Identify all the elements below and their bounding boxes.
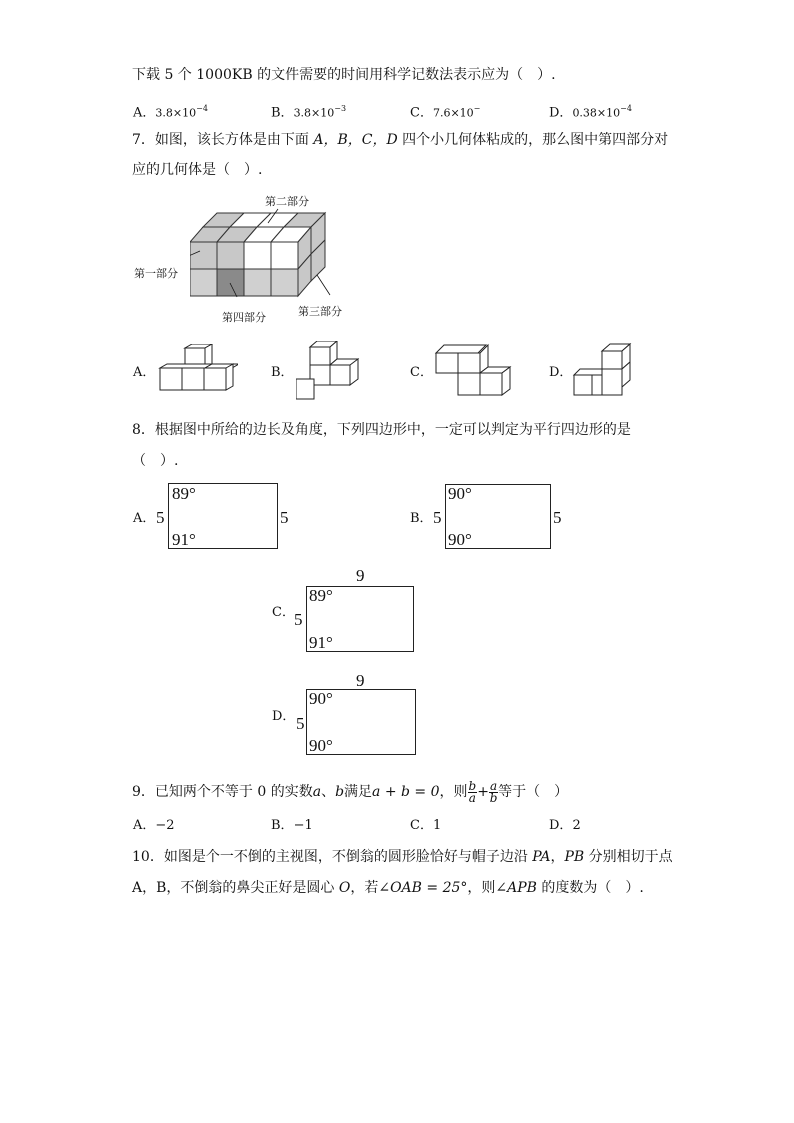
q8-a-top-angle: 89° [172,484,196,503]
q8-d-left-side: 5 [296,714,305,733]
q8-c-left-side: 5 [294,610,303,629]
q9-fraction-2: $\frac{a}{b}$ [489,778,498,805]
q7-option-d[interactable]: D． [549,365,573,380]
q8-c-top-angle: 89° [309,586,333,605]
label-part2: 第二部分 [265,195,309,208]
q6-option-b[interactable]: B．$3.8\times 10^{-3}$ [271,104,347,121]
q8-d-top-angle: 90° [309,689,333,708]
q8-option-b[interactable]: B． [410,511,433,526]
q9-option-a[interactable]: A．−2 [133,818,175,833]
q9-fraction-1: $\frac{b}{a}$ [468,778,477,805]
q8-c-bottom-angle: 91° [309,633,333,652]
cuboid-figure [190,205,335,305]
q7-option-a[interactable]: A． [133,365,156,380]
q7-shape-c [434,341,514,403]
q8-stem-line1: 8．根据图中所给的边长及角度，下列四边形中，一定可以判定为平行四边形的是 [132,422,631,438]
q9-option-d[interactable]: D．2 [549,818,581,833]
q9-option-c[interactable]: C．1 [410,818,442,833]
label-part4: 第四部分 [222,311,266,324]
q9-stem: 9．已知两个不等于 0 的实数a、b满足a + b = 0，则 $\frac{b}{a}$ + $\frac{a}{b}$ 等于（ ） [132,778,569,805]
q8-a-bottom-angle: 91° [172,530,196,549]
q7-option-c[interactable]: C． [410,365,433,380]
q7-shape-b [296,341,360,403]
q8-c-top-side: 9 [356,566,365,585]
q7-stem-line1: 7．如图，该长方体是由下面 A，B，C，D 四个小几何体粘成的，那么图中第四部分对 [132,132,669,148]
q8-d-bottom-angle: 90° [309,736,333,755]
q7-shape-a [158,344,238,400]
q6-option-a[interactable]: A．$3.8\times 10^{-4}$ [133,104,208,121]
q8-a-right-side: 5 [280,508,289,527]
q7-option-b[interactable]: B． [271,365,294,380]
q10-line1: 10．如图是个一不倒的主视图，不倒翁的圆形脸恰好与帽子边沿 PA，PB 分别相切于点 [132,849,673,865]
q8-a-left-side: 5 [156,508,165,527]
q8-stem-line2: （ ）. [132,453,179,469]
q7-shape-d [572,341,636,403]
q10-line2: A，B，不倒翁的鼻尖正好是圆心 O，若∠OAB = 25°，则∠APB 的度数为（ ）. [132,880,644,896]
q8-b-left-side: 5 [433,508,442,527]
q7-stem-line2: 应的几何体是（ ）. [132,162,263,178]
q8-option-a[interactable]: A． [133,511,156,526]
q8-b-bottom-angle: 90° [448,530,472,549]
q6-option-c[interactable]: C．7.6×10− [410,104,481,121]
label-part3: 第三部分 [298,305,342,318]
q8-option-d[interactable]: D． [272,709,296,724]
q9-option-b[interactable]: B．−1 [271,818,313,833]
label-part1: 第一部分 [134,267,178,280]
q6-option-d[interactable]: D．$0.38\times 10^{-4}$ [549,104,632,121]
q8-option-c[interactable]: C． [272,605,295,620]
q8-b-right-side: 5 [553,508,562,527]
q6-stem: 下载 5 个 1000KB 的文件需要的时间用科学记数法表示应为（ ）. [132,67,556,83]
q8-d-top-side: 9 [356,671,365,690]
q8-b-top-angle: 90° [448,484,472,503]
